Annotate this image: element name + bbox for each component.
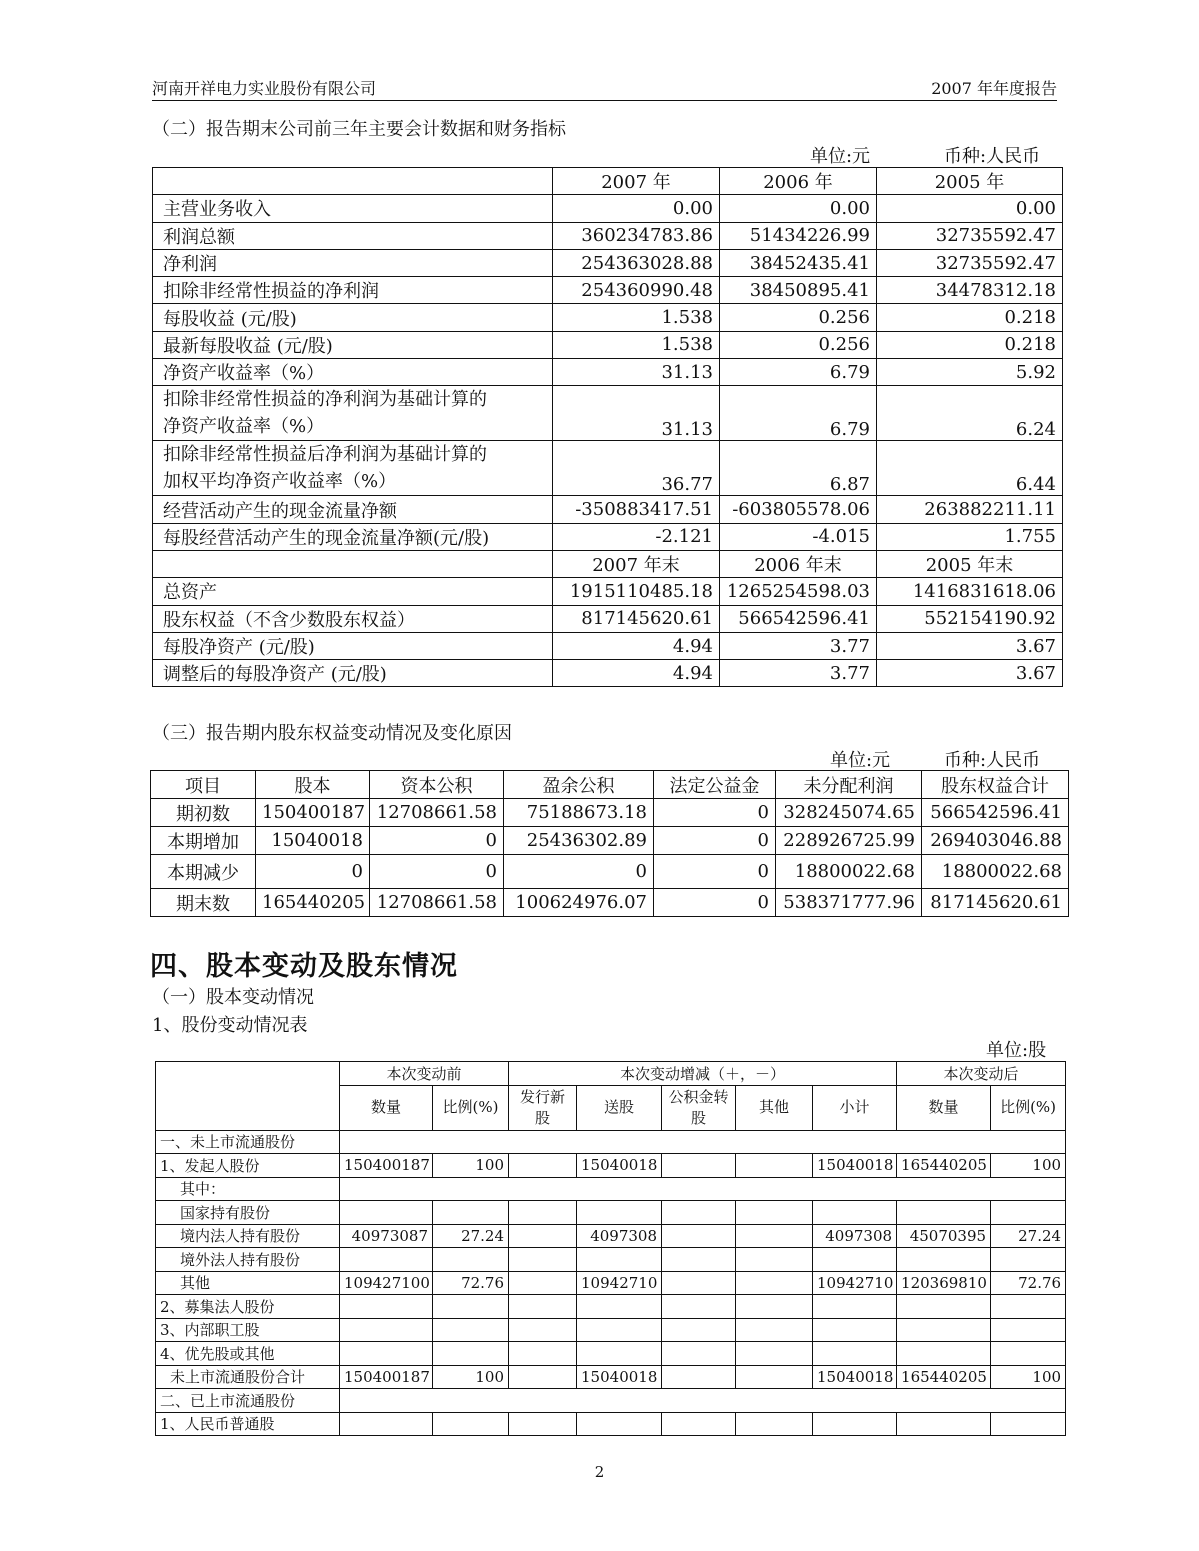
value-cell xyxy=(433,1248,509,1272)
value-cell xyxy=(577,1295,662,1319)
value-cell xyxy=(991,1342,1066,1366)
company-name: 河南开祥电力实业股份有限公司 xyxy=(152,79,377,98)
value-cell xyxy=(577,1248,662,1272)
value-cell: 45070395 xyxy=(897,1224,991,1248)
table-row xyxy=(153,331,1063,358)
section4-heading: 四、股本变动及股东情况 xyxy=(150,951,458,982)
value-cell xyxy=(991,1295,1066,1319)
value-cell xyxy=(509,1295,577,1319)
value-cell xyxy=(509,1412,577,1436)
column-header: 公积金转股 xyxy=(662,1085,736,1130)
value-cell: 4.94 xyxy=(553,660,720,687)
row-label: 利润总额 xyxy=(153,222,553,249)
value-cell xyxy=(813,1342,897,1366)
value-cell: 3.67 xyxy=(877,660,1063,687)
value-cell xyxy=(433,1342,509,1366)
value-cell xyxy=(662,1271,736,1295)
value-cell: 40973087 xyxy=(340,1224,433,1248)
value-cell xyxy=(897,1342,991,1366)
row-label: 每股经营活动产生的现金流量净额(元/股) xyxy=(153,523,553,550)
value-cell xyxy=(813,1295,897,1319)
value-cell: 10942710 xyxy=(813,1271,897,1295)
row-label: 调整后的每股净资产 (元/股) xyxy=(153,660,553,687)
value-cell xyxy=(433,1318,509,1342)
year-end-header: 2005 年末 xyxy=(877,550,1063,577)
value-cell xyxy=(991,1248,1066,1272)
value-cell: 15040018 xyxy=(577,1365,662,1389)
value-cell xyxy=(736,1342,813,1366)
value-cell xyxy=(577,1342,662,1366)
value-cell xyxy=(509,1342,577,1366)
value-cell: 5.92 xyxy=(877,359,1063,386)
financial-indicators-table xyxy=(152,167,1063,687)
table-row xyxy=(156,1271,1066,1295)
row-label: 二、已上市流通股份 xyxy=(156,1389,340,1413)
row-label: 本期减少 xyxy=(151,855,256,889)
value-cell xyxy=(736,1201,813,1225)
table-row xyxy=(153,578,1063,605)
value-cell: 165440205 xyxy=(897,1365,991,1389)
value-cell xyxy=(662,1318,736,1342)
value-cell: 1265254598.03 xyxy=(720,578,877,605)
column-header: 股东权益合计 xyxy=(922,771,1069,799)
value-cell: -350883417.51 xyxy=(553,496,720,523)
table-row xyxy=(156,1318,1066,1342)
value-cell: 100 xyxy=(991,1154,1066,1178)
value-cell: 0 xyxy=(370,827,504,855)
row-label xyxy=(153,441,553,496)
value-cell: 72.76 xyxy=(991,1271,1066,1295)
value-cell xyxy=(662,1342,736,1366)
value-cell: 817145620.61 xyxy=(553,605,720,632)
table-row xyxy=(153,222,1063,249)
value-cell: 100624976.07 xyxy=(504,889,654,917)
row-label: 境内法人持有股份 xyxy=(156,1224,340,1248)
value-cell xyxy=(433,1295,509,1319)
row-label-line: 净资产收益率（%） xyxy=(163,416,325,438)
value-cell: 165440205 xyxy=(897,1154,991,1178)
value-cell: 552154190.92 xyxy=(877,605,1063,632)
value-cell: 15040018 xyxy=(813,1154,897,1178)
value-cell: 3.77 xyxy=(720,660,877,687)
table-row xyxy=(156,1365,1066,1389)
report-title: 2007 年年度报告 xyxy=(931,79,1057,98)
row-label: 净利润 xyxy=(153,249,553,276)
table-row xyxy=(156,1177,1066,1201)
value-cell xyxy=(813,1248,897,1272)
value-cell: 1915110485.18 xyxy=(553,578,720,605)
value-cell: 254363028.88 xyxy=(553,249,720,276)
header-row xyxy=(153,168,1063,195)
value-cell: 6.79 xyxy=(720,386,877,441)
value-cell: 538371777.96 xyxy=(776,889,922,917)
value-cell: 25436302.89 xyxy=(504,827,654,855)
value-cell: 18800022.68 xyxy=(776,855,922,889)
value-cell xyxy=(340,1248,433,1272)
column-header: 发行新股 xyxy=(509,1085,577,1130)
value-cell: 1416831618.06 xyxy=(877,578,1063,605)
table-row xyxy=(153,277,1063,304)
year-end-header: 2006 年末 xyxy=(720,550,877,577)
value-cell xyxy=(736,1224,813,1248)
value-cell xyxy=(577,1201,662,1225)
value-cell: 150400187 xyxy=(340,1365,433,1389)
table-row xyxy=(151,827,1069,855)
value-cell: 31.13 xyxy=(553,359,720,386)
column-header: 股本 xyxy=(256,771,370,799)
table-row xyxy=(153,304,1063,331)
row-label-line: 扣除非经常性损益后净利润为基础计算的 xyxy=(163,444,487,466)
value-cell: 6.24 xyxy=(877,386,1063,441)
column-header: 盈余公积 xyxy=(504,771,654,799)
table-row xyxy=(153,359,1063,386)
group-change-header: 本次变动增减（＋，－） xyxy=(509,1062,897,1086)
row-label: 国家持有股份 xyxy=(156,1201,340,1225)
value-cell xyxy=(813,1412,897,1436)
page-number: 2 xyxy=(594,1463,605,1481)
year-header: 2006 年 xyxy=(720,168,877,195)
value-cell: 4.94 xyxy=(553,632,720,659)
column-header: 送股 xyxy=(577,1085,662,1130)
value-cell: 15040018 xyxy=(813,1365,897,1389)
value-cell xyxy=(340,1201,433,1225)
value-cell: 109427100 xyxy=(340,1271,433,1295)
row-label: 每股收益 (元/股) xyxy=(153,304,553,331)
value-cell: 269403046.88 xyxy=(922,827,1069,855)
value-cell: 360234783.86 xyxy=(553,222,720,249)
value-cell: 817145620.61 xyxy=(922,889,1069,917)
value-cell: 0 xyxy=(654,799,776,827)
section4-sub1: （一）股本变动情况 xyxy=(152,987,314,1008)
value-cell: 32735592.47 xyxy=(877,249,1063,276)
row-label: 净资产收益率（%） xyxy=(153,359,553,386)
row-label: 1、人民币普通股 xyxy=(156,1412,340,1436)
row-label: 未上市流通股份合计 xyxy=(156,1365,340,1389)
row-label: 主营业务收入 xyxy=(153,195,553,222)
value-cell: 1.538 xyxy=(553,304,720,331)
row-label: 4、优先股或其他 xyxy=(156,1342,340,1366)
value-cell xyxy=(340,1318,433,1342)
value-cell: 3.67 xyxy=(877,632,1063,659)
header-blank xyxy=(153,550,553,577)
table-row xyxy=(153,523,1063,550)
table-row xyxy=(156,1224,1066,1248)
value-cell: 36.77 xyxy=(553,441,720,496)
value-cell: 4097308 xyxy=(577,1224,662,1248)
value-cell: 150400187 xyxy=(256,799,370,827)
row-label: 1、发起人股份 xyxy=(156,1154,340,1178)
value-cell: 34478312.18 xyxy=(877,277,1063,304)
table-row xyxy=(153,632,1063,659)
section4-sub2: 1、股份变动情况表 xyxy=(152,1015,308,1036)
value-cell: 75188673.18 xyxy=(504,799,654,827)
row-label-line: 加权平均净资产收益率（%） xyxy=(163,471,397,493)
value-cell xyxy=(736,1271,813,1295)
table-row xyxy=(153,441,1063,496)
value-cell: 1.755 xyxy=(877,523,1063,550)
value-cell: 0.218 xyxy=(877,304,1063,331)
value-cell: 0 xyxy=(654,889,776,917)
value-cell xyxy=(736,1412,813,1436)
value-cell xyxy=(897,1201,991,1225)
year-header: 2007 年 xyxy=(553,168,720,195)
year-end-header: 2007 年末 xyxy=(553,550,720,577)
value-cell xyxy=(433,1412,509,1436)
value-cell xyxy=(736,1248,813,1272)
value-cell: 328245074.65 xyxy=(776,799,922,827)
value-cell: 18800022.68 xyxy=(922,855,1069,889)
value-cell: 4097308 xyxy=(813,1224,897,1248)
table-row xyxy=(156,1130,1066,1154)
row-label: 每股净资产 (元/股) xyxy=(153,632,553,659)
value-cell xyxy=(662,1412,736,1436)
value-cell xyxy=(991,1201,1066,1225)
value-cell: 3.77 xyxy=(720,632,877,659)
row-label: 期末数 xyxy=(151,889,256,917)
value-cell xyxy=(509,1201,577,1225)
value-cell xyxy=(509,1271,577,1295)
table-row xyxy=(153,195,1063,222)
value-cell: 27.24 xyxy=(433,1224,509,1248)
value-cell: 150400187 xyxy=(340,1154,433,1178)
value-cell: 12708661.58 xyxy=(370,889,504,917)
value-cell: 51434226.99 xyxy=(720,222,877,249)
value-cell: 100 xyxy=(991,1365,1066,1389)
running-header xyxy=(152,74,1057,101)
value-cell: 263882211.11 xyxy=(877,496,1063,523)
section3-unit: 单位:元 xyxy=(830,750,891,771)
value-cell: 254360990.48 xyxy=(553,277,720,304)
row-label: 3、内部职工股 xyxy=(156,1318,340,1342)
group-header-row xyxy=(156,1062,1066,1086)
header-blank xyxy=(156,1062,340,1131)
value-cell: 0.256 xyxy=(720,331,877,358)
year-header: 2005 年 xyxy=(877,168,1063,195)
table-row xyxy=(153,386,1063,441)
column-header: 数量 xyxy=(340,1085,433,1130)
value-cell: 38450895.41 xyxy=(720,277,877,304)
value-cell: 0.00 xyxy=(877,195,1063,222)
value-cell: 15040018 xyxy=(256,827,370,855)
value-cell: 0 xyxy=(256,855,370,889)
table-row xyxy=(156,1248,1066,1272)
equity-change-table xyxy=(150,770,1069,917)
section2-currency: 币种:人民币 xyxy=(944,146,1041,167)
row-label: 最新每股收益 (元/股) xyxy=(153,331,553,358)
value-cell: 100 xyxy=(433,1365,509,1389)
share-change-table xyxy=(155,1061,1066,1436)
row-label: 其他 xyxy=(156,1271,340,1295)
row-label: 期初数 xyxy=(151,799,256,827)
value-cell: 566542596.41 xyxy=(922,799,1069,827)
column-header: 小计 xyxy=(813,1085,897,1130)
row-label: 扣除非经常性损益的净利润 xyxy=(153,277,553,304)
value-cell: 228926725.99 xyxy=(776,827,922,855)
row-label-line: 扣除非经常性损益的净利润为基础计算的 xyxy=(163,389,487,411)
value-cell xyxy=(662,1154,736,1178)
header-row xyxy=(153,550,1063,577)
value-cell: -2.121 xyxy=(553,523,720,550)
value-cell: -4.015 xyxy=(720,523,877,550)
value-cell: 0.218 xyxy=(877,331,1063,358)
value-cell: 0.00 xyxy=(720,195,877,222)
header-row xyxy=(151,771,1069,799)
value-cell xyxy=(662,1224,736,1248)
value-cell xyxy=(897,1295,991,1319)
row-label: 经营活动产生的现金流量净额 xyxy=(153,496,553,523)
value-cell: 1.538 xyxy=(553,331,720,358)
table-row xyxy=(156,1295,1066,1319)
value-cell: 0 xyxy=(654,827,776,855)
row-label: 其中： xyxy=(156,1177,340,1201)
table-row xyxy=(151,889,1069,917)
value-cell: 120369810 xyxy=(897,1271,991,1295)
value-cell: 12708661.58 xyxy=(370,799,504,827)
value-cell xyxy=(340,1295,433,1319)
section2-title: （二）报告期末公司前三年主要会计数据和财务指标 xyxy=(152,119,566,140)
table-row xyxy=(156,1389,1066,1413)
column-header: 未分配利润 xyxy=(776,771,922,799)
row-label: 2、募集法人股份 xyxy=(156,1295,340,1319)
value-cell: 0 xyxy=(654,855,776,889)
value-cell: 31.13 xyxy=(553,386,720,441)
header-blank xyxy=(153,168,553,195)
value-cell xyxy=(736,1295,813,1319)
column-header: 其他 xyxy=(736,1085,813,1130)
value-cell: 0 xyxy=(504,855,654,889)
group-before-header: 本次变动前 xyxy=(340,1062,509,1086)
table-row xyxy=(151,855,1069,889)
value-cell xyxy=(736,1318,813,1342)
table-row xyxy=(156,1412,1066,1436)
value-cell xyxy=(433,1201,509,1225)
table-row xyxy=(153,660,1063,687)
value-cell xyxy=(662,1295,736,1319)
section3-title: （三）报告期内股东权益变动情况及变化原因 xyxy=(152,723,512,744)
value-cell xyxy=(991,1412,1066,1436)
value-cell xyxy=(813,1201,897,1225)
value-cell: 72.76 xyxy=(433,1271,509,1295)
column-header: 比例(%) xyxy=(433,1085,509,1130)
value-cell: -603805578.06 xyxy=(720,496,877,523)
value-cell xyxy=(340,1412,433,1436)
section3-currency: 币种:人民币 xyxy=(944,750,1041,771)
section4-unit: 单位:股 xyxy=(986,1040,1047,1061)
value-cell: 100 xyxy=(433,1154,509,1178)
value-cell xyxy=(509,1248,577,1272)
value-cell: 6.79 xyxy=(720,359,877,386)
row-label: 境外法人持有股份 xyxy=(156,1248,340,1272)
row-label: 一、未上市流通股份 xyxy=(156,1130,340,1154)
section2-unit: 单位:元 xyxy=(810,146,871,167)
value-cell xyxy=(509,1224,577,1248)
value-cell: 0.256 xyxy=(720,304,877,331)
value-cell: 566542596.41 xyxy=(720,605,877,632)
column-header: 数量 xyxy=(897,1085,991,1130)
value-cell xyxy=(897,1412,991,1436)
table-row xyxy=(156,1342,1066,1366)
value-cell: 165440205 xyxy=(256,889,370,917)
row-label xyxy=(153,386,553,441)
value-cell: 0.00 xyxy=(553,195,720,222)
value-cell: 38452435.41 xyxy=(720,249,877,276)
column-header: 资本公积 xyxy=(370,771,504,799)
value-cell: 6.87 xyxy=(720,441,877,496)
value-cell xyxy=(736,1365,813,1389)
value-cell xyxy=(662,1201,736,1225)
empty-span xyxy=(340,1389,1066,1413)
value-cell: 32735592.47 xyxy=(877,222,1063,249)
value-cell xyxy=(509,1365,577,1389)
value-cell xyxy=(340,1342,433,1366)
empty-span xyxy=(340,1177,1066,1201)
value-cell xyxy=(736,1154,813,1178)
value-cell xyxy=(897,1318,991,1342)
empty-span xyxy=(340,1130,1066,1154)
value-cell: 27.24 xyxy=(991,1224,1066,1248)
table-row xyxy=(153,605,1063,632)
column-header: 比例(%) xyxy=(991,1085,1066,1130)
table-row xyxy=(153,496,1063,523)
column-header: 项目 xyxy=(151,771,256,799)
row-label: 本期增加 xyxy=(151,827,256,855)
column-header: 法定公益金 xyxy=(654,771,776,799)
table-row xyxy=(156,1154,1066,1178)
value-cell xyxy=(509,1318,577,1342)
row-label: 总资产 xyxy=(153,578,553,605)
table-row xyxy=(151,799,1069,827)
value-cell xyxy=(897,1248,991,1272)
value-cell: 15040018 xyxy=(577,1154,662,1178)
value-cell: 0 xyxy=(370,855,504,889)
value-cell xyxy=(991,1318,1066,1342)
table-row xyxy=(153,249,1063,276)
value-cell xyxy=(662,1365,736,1389)
value-cell xyxy=(509,1154,577,1178)
table-row xyxy=(156,1201,1066,1225)
group-after-header: 本次变动后 xyxy=(897,1062,1066,1086)
value-cell: 6.44 xyxy=(877,441,1063,496)
value-cell xyxy=(813,1318,897,1342)
value-cell xyxy=(577,1412,662,1436)
value-cell xyxy=(662,1248,736,1272)
value-cell xyxy=(577,1318,662,1342)
value-cell: 10942710 xyxy=(577,1271,662,1295)
row-label: 股东权益（不含少数股东权益） xyxy=(153,605,553,632)
